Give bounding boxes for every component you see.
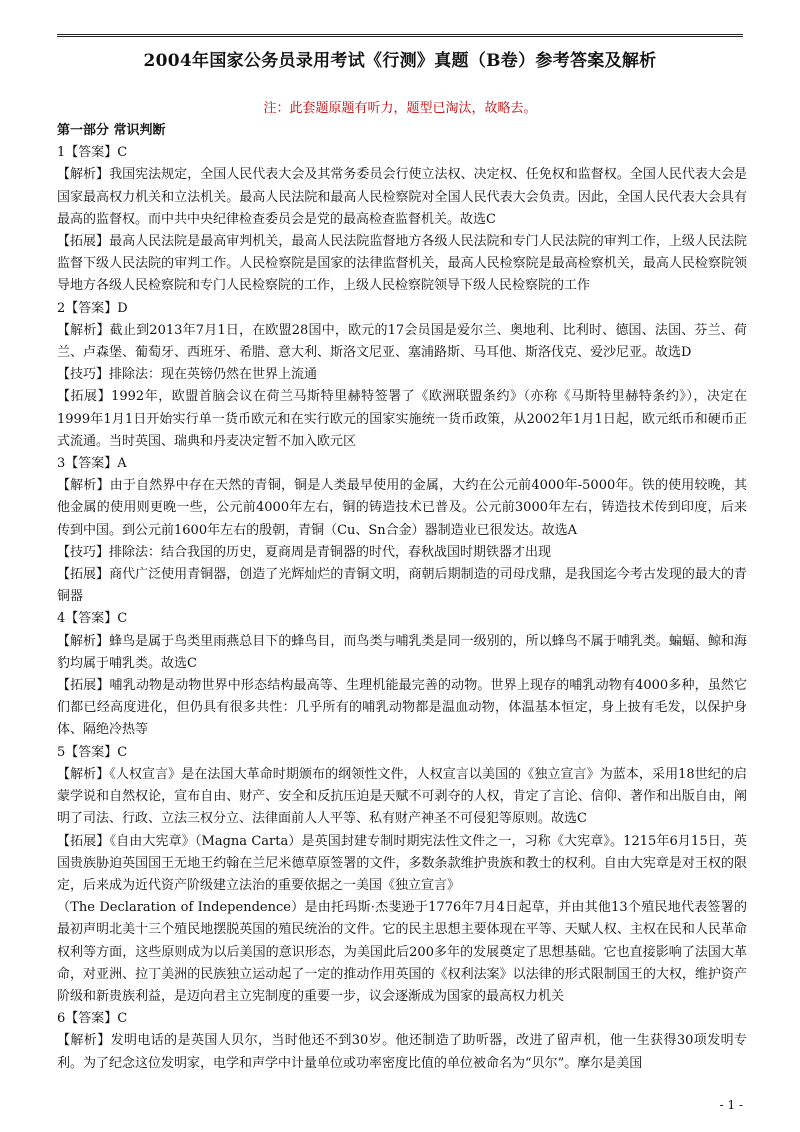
page-number: - 1 - (719, 1098, 743, 1112)
paragraph: 【拓展】1992年，欧盟首脑会议在荷兰马斯特里赫特签署了《欧洲联盟条约》（亦称《马斯特里赫特条约》），决定在1999年1月1日开始实行单一货币欧元和在实行欧元的国家实施统一货币政策，从2002年1月1日起，欧元纸币和硬币正式流通。当时英国、瑞典和丹麦决定暂不加入欧元区 (57, 389, 747, 449)
paragraph: （The Declaration of Independence）是由托玛斯·杰斐逊于1776年7月4日起草，并由其他13个殖民地代表签署的最初声明北美十三个殖民地摆脱英国的殖民统治的文件。它的民主思想主要体现在平等、天赋人权、主权在民和人民革命权利等方面，这些原则成为以后美国的意识形态，为美国此后200多年的发展奠定了思想基础。它也直接影响了法国大革命，对亚洲、拉丁美洲的民族独立运动起了一定的推动作用英国的《权利法案》以法律的形式限制国王的大权，维护资产阶级和新贵族利益，是迈向君主立宪制度的重要一步，议会逐渐成为国家的最高权力机关 (57, 900, 747, 1004)
paragraph: 【拓展】哺乳动物是动物世界中形态结构最高等、生理机能最完善的动物。世界上现存的哺乳动物有4000多种，虽然它们都已经高度进化，但仍具有很多共性：几乎所有的哺乳动物都是温血动物，体温基本恒定，身上披有毛发，以保护身体、隔绝冷热等 (57, 678, 747, 738)
notice-text: 注：此套题原题有听力，题型已淘汰，故略去。 (263, 101, 537, 116)
paragraph: 【解析】发明电话的是英国人贝尔，当时他还不到30岁。他还制造了助听器，改进了留声机，他一生获得30项发明专利。为了纪念这位发明家，电学和声学中计量单位或功率密度比值的单位被命名为“贝尔”。摩尔是美国 (57, 1033, 747, 1071)
section-heading: 第一部分 常识判断 (57, 123, 166, 138)
paragraph: 【解析】由于自然界中存在天然的青铜，铜是人类最早使用的金属，大约在公元前4000年-5000年。铁的使用较晚，其他金属的使用则更晚一些，公元前4000年左右，铜的铸造技术已普及。公元前3000年左右，铸造技术传到印度，后来传到中国。到公元前1600年左右的殷朝，青铜（Cu、Sn合金）器制造业已很发达。故选A (57, 478, 747, 538)
paragraph: 5【答案】C (57, 744, 128, 760)
document-title: 2004年国家公务员录用考试《行测》真题（B卷）参考答案及解析 (143, 51, 657, 71)
document-body (57, 120, 747, 1075)
paragraph: 【解析】蜂鸟是属于鸟类里雨燕总目下的蜂鸟目，而鸟类与哺乳类是同一级别的，所以蜂鸟不属于哺乳类。蝙蝠、鲸和海豹均属于哺乳类。故选C (57, 633, 747, 671)
paragraph: 【拓展】《自由大宪章》（Magna Carta）是英国封建专制时期宪法性文件之一，习称《大宪章》。1215年6月15日，英国贵族胁迫英国国王无地王约翰在兰尼米德草原签署的文件，多数条款维护贵族和教士的权利。自由大宪章是对王权的限定，后来成为近代资产阶级建立法治的重要依据之一美国《独立宣言》 (57, 833, 747, 893)
paragraph: 1【答案】C (57, 145, 128, 161)
paragraph: 【技巧】排除法：结合我国的历史，夏商周是青铜器的时代，春秋战国时期铁器才出现 (57, 544, 552, 560)
paragraph: 4【答案】C (57, 611, 128, 627)
paragraph: 【拓展】商代广泛使用青铜器，创造了光辉灿烂的青铜文明，商朝后期制造的司母戊鼎，是我国迄今考古发现的最大的青铜器 (57, 567, 747, 605)
paragraph: 6【答案】C (57, 1011, 128, 1027)
paragraph: 【拓展】最高人民法院是最高审判机关，最高人民法院监督地方各级人民法院和专门人民法院的审判工作，上级人民法院监督下级人民法院的审判工作。人民检察院是国家的法律监督机关，最高人民检察院是最高检察机关，最高人民检察院领导地方各级人民检察院和专门人民检察院的工作，上级人民检察院领导下级人民检察院的工作 (57, 234, 747, 294)
paragraph: 【解析】截止到2013年7月1日，在欧盟28国中，欧元的17会员国是爱尔兰、奥地利、比利时、德国、法国、芬兰、荷兰、卢森堡、葡萄牙、西班牙、希腊、意大利、斯洛文尼亚、塞浦路斯、马耳他、斯洛伐克、爱沙尼亚。故选D (57, 322, 747, 361)
paragraph: 【技巧】排除法：现在英镑仍然在世界上流通 (57, 367, 318, 383)
paragraph: 3【答案】A (57, 456, 127, 472)
paragraph: 【解析】《人权宣言》是在法国大革命时期颁布的纲领性文件，人权宣言以美国的《独立宣言》为蓝本，采用18世纪的启蒙学说和自然权论，宣布自由、财产、安全和反抗压迫是天赋不可剥夺的人权，肯定了言论、信仰、著作和出版自由，阐明了司法、行政、立法三权分立、法律面前人人平等、私有财产神圣不可侵犯等原则。故选C (57, 766, 747, 827)
paragraph: 【解析】我国宪法规定，全国人民代表大会及其常务委员会行使立法权、决定权、任免权和监督权。全国人民代表大会是国家最高权力机关和立法机关。最高人民法院和最高人民检察院对全国人民代表大会负责。因此，全国人民代表大会具有最高的监督权。而中共中央纪律检查委员会是党的最高检查监督机关。故选C (57, 167, 747, 227)
header-rule (57, 34, 743, 37)
paragraph: 2【答案】D (57, 300, 128, 316)
